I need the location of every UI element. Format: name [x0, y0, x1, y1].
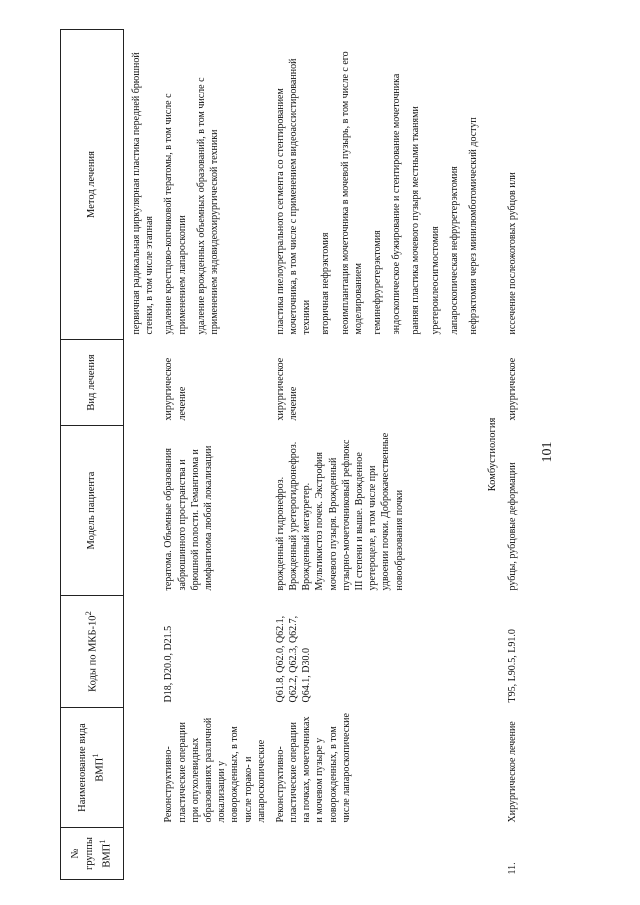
- section-title: Комбустиология: [487, 417, 499, 492]
- method-item: удаление крестцово-копчиковой тератомы, в том числе с применением лапароскопии: [163, 93, 188, 335]
- cell-mkb: D18, D20.0, D21.5: [163, 625, 175, 703]
- cell-type: хирургическое лечение: [163, 357, 188, 421]
- rotated-page-content: [60, 30, 620, 880]
- cell-mkb: T95, L90.5, L91.0: [506, 629, 518, 703]
- method-item: неоимплантация мочеточника в мочевой пузырь, в том числе с его моделированием: [339, 51, 364, 335]
- method-item: уретероилеосигмостомия: [429, 226, 441, 335]
- cell-model: [124, 426, 160, 596]
- cell-no: [271, 828, 483, 880]
- cell-type: [124, 340, 160, 426]
- cell-no: [124, 828, 160, 880]
- table-row: [503, 30, 522, 880]
- cell-mkb: [124, 596, 160, 708]
- method-item: вторичная нефрэктомия: [320, 232, 332, 335]
- header-name: Наименование вида ВМП$^1$: [61, 708, 124, 828]
- cell-model: тератома. Объемные образования забрюшинного пространства и брюшной полости. Гемангиома и лимфангиома любой локализации: [163, 445, 214, 591]
- cell-no: [159, 828, 271, 880]
- page-number: 101: [540, 441, 555, 463]
- table-body: [124, 30, 523, 880]
- header-method: Метод лечения: [61, 30, 124, 340]
- table-row: [271, 30, 483, 880]
- header-type: Вид лечения: [61, 340, 124, 426]
- table-header-row: [61, 30, 124, 880]
- method-item: пластика пиелоуретрального сегмента со стентированием мочеточника, в том числе с применением видеоассистированной техники: [274, 58, 313, 335]
- method-item: иссечение послеожоговых рубцов или: [506, 172, 518, 335]
- cell-name: Реконструктивно-пластические операции на почках, мочеточниках и мочевом пузыре у новорожденных, в том числе лапароскопические: [274, 713, 352, 823]
- method-item: удаление врожденных объемных образований, в том числе с применением эндовидеохирургической техники: [195, 77, 220, 335]
- section-row: [483, 30, 503, 880]
- method-item: первичная радикальная циркулярная пластика передней брюшной стенки, в том числе этапная: [131, 52, 156, 335]
- cell-methods: [159, 30, 271, 340]
- cell-name: Реконструктивно-пластические операции при опухолевидных образованиях различной локализации у новорожденных, в том числе торако- и лапароскопические: [163, 717, 267, 823]
- method-item: нефрэктомия через минилюмботомический доступ: [467, 117, 479, 335]
- cell-type: хирургическое лечение: [274, 357, 300, 421]
- cell-methods: [271, 30, 483, 340]
- table-row: [159, 30, 271, 880]
- vmp-table: [60, 29, 522, 880]
- cell-name: Хирургическое лечение: [506, 721, 518, 823]
- cell-methods: [124, 30, 160, 340]
- method-item: ранняя пластика мочевого пузыря местными тканями: [410, 106, 422, 335]
- header-model: Модель пациента: [61, 426, 124, 596]
- cell-methods: [503, 30, 522, 340]
- cell-no: 11.: [506, 862, 518, 875]
- header-group-no: № группы ВМП$^1$: [61, 828, 124, 880]
- cell-model: врожденный гидронефроз. Врожденный уретерогидронефроз. Врожденный мегауретер. Мультикистоз почек. Экстрофия мочевого пузыря. Врожденный пузырно-мочеточниковый рефлюкс III степени и выше. Врожденное уретероцеле, в том числе при удвоении почки. Доброкачественные новообразования почки: [274, 432, 405, 591]
- method-item: лапароскопическая нефруретерэктомия: [448, 166, 460, 335]
- table-row: [124, 30, 160, 880]
- cell-name: [124, 708, 160, 828]
- method-item: эндоскопическое бужирование и стентирование мочеточника: [391, 73, 403, 335]
- cell-mkb: Q61.8, Q62.0, Q62.1, Q62.2, Q62.3, Q62.7, Q64.1, D30.0: [274, 615, 313, 703]
- header-mkb: Коды по МКБ-$10^2$: [61, 596, 124, 708]
- method-item: геминефруретерэктомия: [372, 230, 383, 335]
- cell-model: рубцы, рубцовые деформации: [506, 462, 518, 591]
- cell-type: хирургическое: [506, 357, 518, 421]
